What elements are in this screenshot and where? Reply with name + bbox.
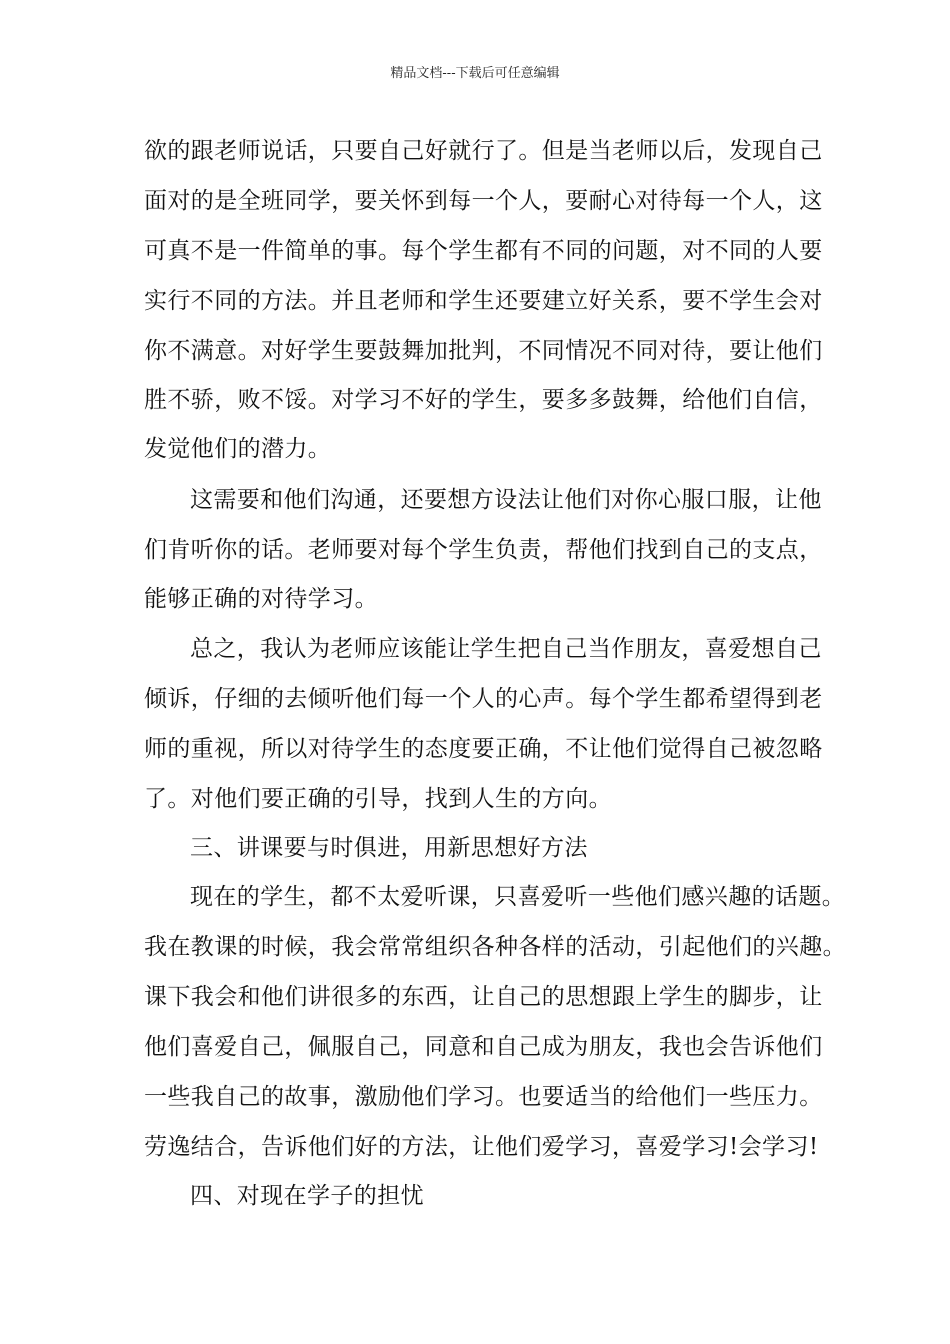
text-line: 发觉他们的潜力。 — [144, 436, 332, 462]
text-line: 我在教课的时候，我会常常组织各种各样的活动，引起他们的兴趣。 — [144, 934, 846, 960]
text-line: 一些我自己的故事，激励他们学习。也要适当的给他们一些压力。 — [144, 1084, 823, 1110]
text-line: 欲的跟老师说话，只要自己好就行了。但是当老师以后，发现自己 — [144, 138, 823, 164]
section-heading: 三、讲课要与时俱进，用新思想好方法 — [190, 835, 588, 861]
paragraph-start-line: 总之，我认为老师应该能让学生把自己当作朋友，喜爱想自己 — [190, 636, 822, 662]
page-header: 精品文档---下载后可任意编辑 — [390, 66, 560, 81]
text-line: 可真不是一件简单的事。每个学生都有不同的问题，对不同的人要 — [144, 238, 823, 264]
section-heading: 四、对现在学子的担忧 — [190, 1183, 424, 1209]
text-line: 他们喜爱自己，佩服自己，同意和自己成为朋友，我也会告诉他们 — [144, 1034, 823, 1060]
text-line: 劳逸结合，告诉他们好的方法，让他们爱学习，喜爱学习!会学习! — [144, 1134, 819, 1160]
text-line: 能够正确的对待学习。 — [144, 586, 378, 612]
text-line: 面对的是全班同学，要关怀到每一个人，要耐心对待每一个人，这 — [144, 188, 823, 214]
text-line: 课下我会和他们讲很多的东西，让自己的思想跟上学生的脚步，让 — [144, 984, 823, 1010]
text-line: 实行不同的方法。并且老师和学生还要建立好关系，要不学生会对 — [144, 288, 823, 314]
text-line: 倾诉，仔细的去倾听他们每一个人的心声。每个学生都希望得到老 — [144, 686, 823, 712]
text-line: 们肯听你的话。老师要对每个学生负责，帮他们找到自己的支点， — [144, 537, 823, 563]
paragraph-start-line: 这需要和他们沟通，还要想方设法让他们对你心服口服，让他 — [190, 487, 822, 513]
paragraph-start-line: 现在的学生，都不太爱听课，只喜爱听一些他们感兴趣的话题。 — [190, 884, 846, 910]
text-line: 胜不骄，败不馁。对学习不好的学生，要多多鼓舞，给他们自信， — [144, 387, 823, 413]
text-line: 师的重视，所以对待学生的态度要正确，不让他们觉得自己被忽略 — [144, 736, 823, 762]
text-line: 了。对他们要正确的引导，找到人生的方向。 — [144, 786, 612, 812]
text-line: 你不满意。对好学生要鼓舞加批判，不同情况不同对待，要让他们 — [144, 338, 823, 364]
